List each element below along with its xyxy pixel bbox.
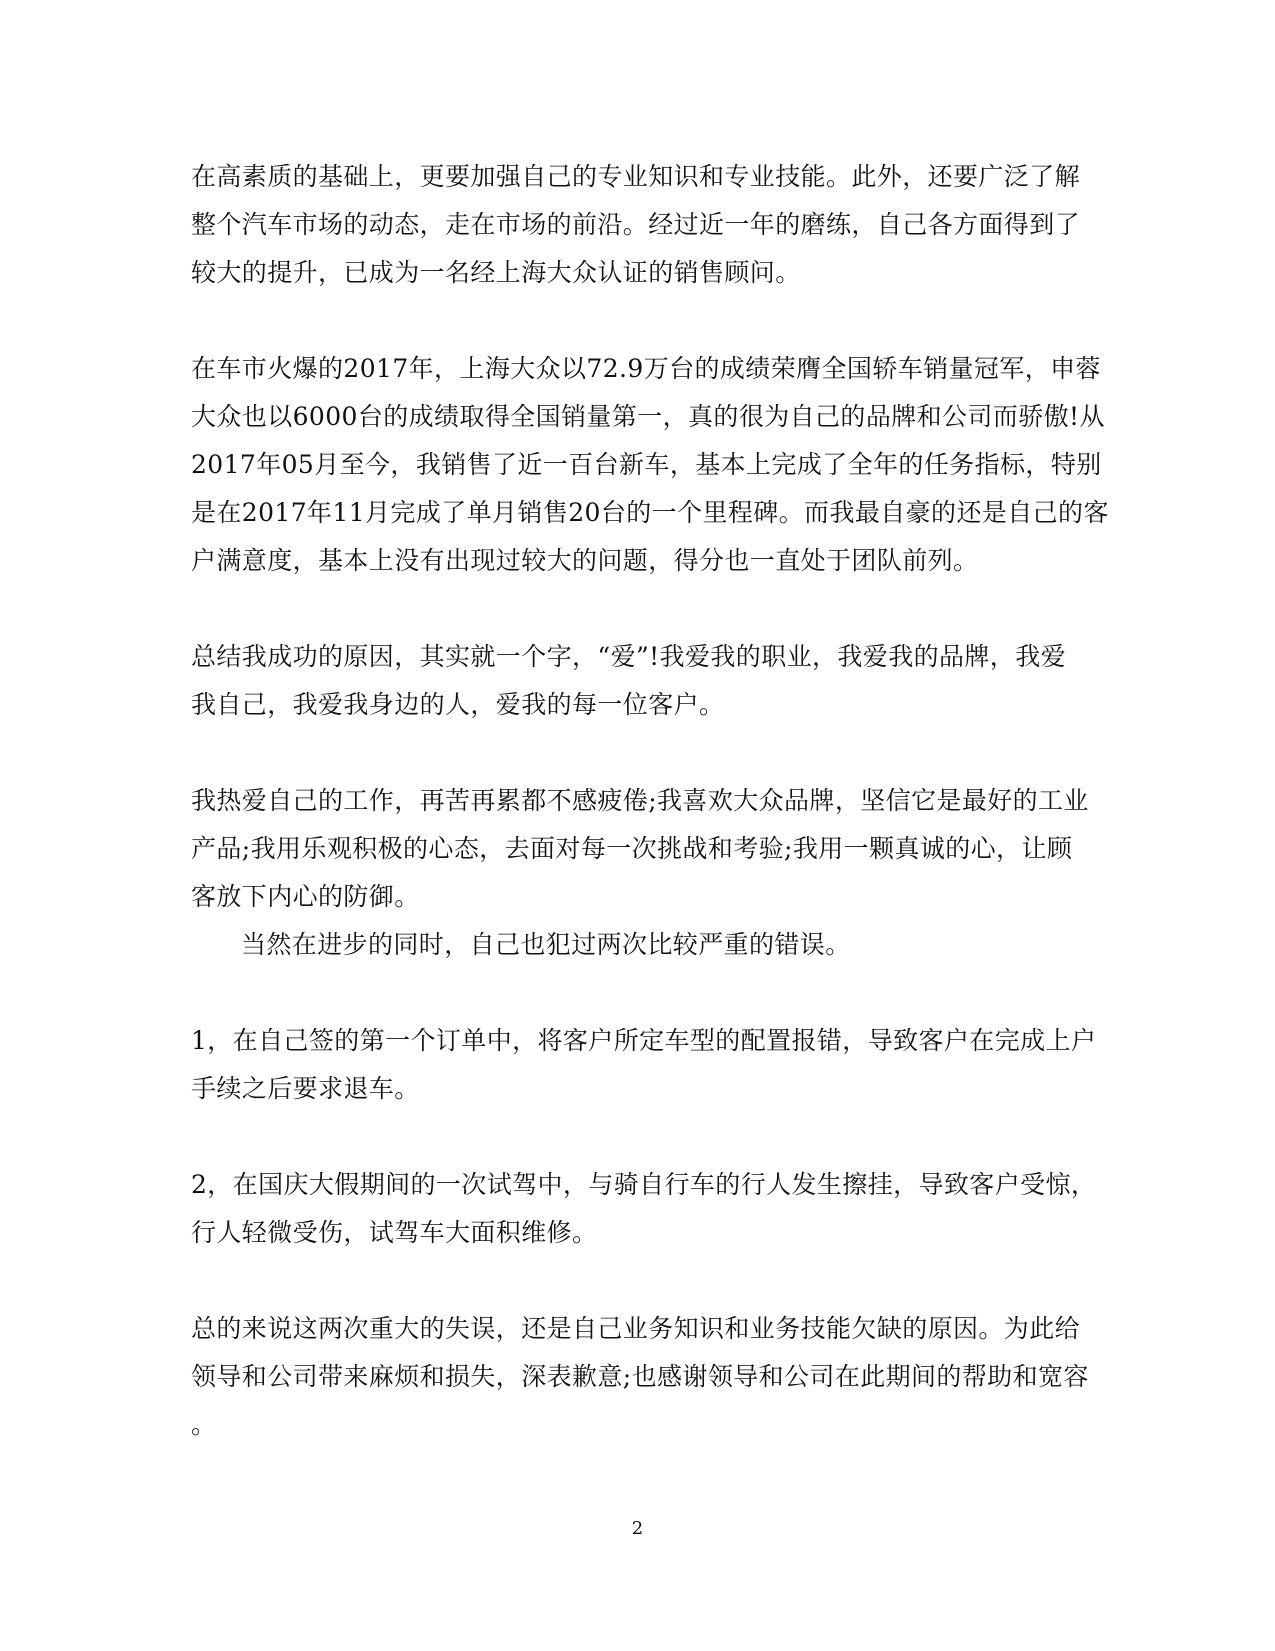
text-line: 较大的提升，已成为一名经上海大众认证的销售顾问。 [191, 258, 801, 287]
text-line: 总结我成功的原因，其实就一个字，“爱”!我爱我的职业，我爱我的品牌，我爱 [191, 642, 1067, 671]
paragraph-conclusion [191, 1305, 1091, 1449]
text-line: 总的来说这两次重大的失误，还是自己业务知识和业务技能欠缺的原因。为此给 [191, 1314, 1081, 1343]
text-line: 大众也以6000台的成绩取得全国销量第一，真的很为自己的品牌和公司而骄傲!从 [191, 402, 1105, 431]
text-line: 我自己，我爱我身边的人，爱我的每一位客户。 [191, 690, 725, 719]
paragraph-professional-skills [191, 153, 1091, 297]
text-line: 在车市火爆的2017年，上海大众以72.9万台的成绩荣膺全国轿车销量冠军，申蓉 [191, 354, 1101, 383]
text-line: 我热爱自己的工作，再苦再累都不感疲倦;我喜欢大众品牌，坚信它是最好的工业 [191, 786, 1089, 815]
page-number: 2 [631, 1518, 644, 1539]
text-line: 在高素质的基础上，更要加强自己的专业知识和专业技能。此外，还要广泛了解 [191, 162, 1081, 191]
text-line: 整个汽车市场的动态，走在市场的前沿。经过近一年的磨练，自己各方面得到了 [191, 210, 1081, 239]
paragraph-mistake-1 [191, 1017, 1097, 1113]
paragraph-mistake-2 [191, 1161, 1097, 1257]
paragraph-mistakes-intro [191, 921, 1091, 969]
text-line: 。 [191, 1410, 217, 1439]
text-line: 客放下内心的防御。 [191, 882, 420, 911]
text-line: 领导和公司带来麻烦和损失，深表歉意;也感谢领导和公司在此期间的帮助和宽容 [191, 1362, 1089, 1391]
paragraph-love-of-work [191, 777, 1091, 921]
text-line: 行人轻微受伤，试驾车大面积维修。 [191, 1218, 598, 1247]
paragraph-reason-for-success [191, 633, 1091, 729]
text-line: 产品;我用乐观积极的心态，去面对每一次挑战和考验;我用一颗真诚的心，让顾 [191, 834, 1073, 863]
text-line: 手续之后要求退车。 [191, 1074, 420, 1103]
text-line: 2017年05月至今，我销售了近一百台新车，基本上完成了全年的任务指标，特别 [191, 450, 1102, 479]
text-line: 户满意度，基本上没有出现过较大的问题，得分也一直处于团队前列。 [191, 546, 979, 575]
document-body [191, 153, 1109, 1449]
paragraph-sales-achievements [191, 345, 1109, 585]
text-line: 1，在自己签的第一个订单中，将客户所定车型的配置报错，导致客户在完成上户 [191, 1026, 1097, 1055]
text-line: 当然在进步的同时，自己也犯过两次比较严重的错误。 [241, 930, 851, 959]
text-line: 是在2017年11月完成了单月销售20台的一个里程碑。而我最自豪的还是自己的客 [191, 498, 1109, 527]
text-line: 2，在国庆大假期间的一次试驾中，与骑自行车的行人发生擦挂，导致客户受惊， [191, 1170, 1097, 1199]
